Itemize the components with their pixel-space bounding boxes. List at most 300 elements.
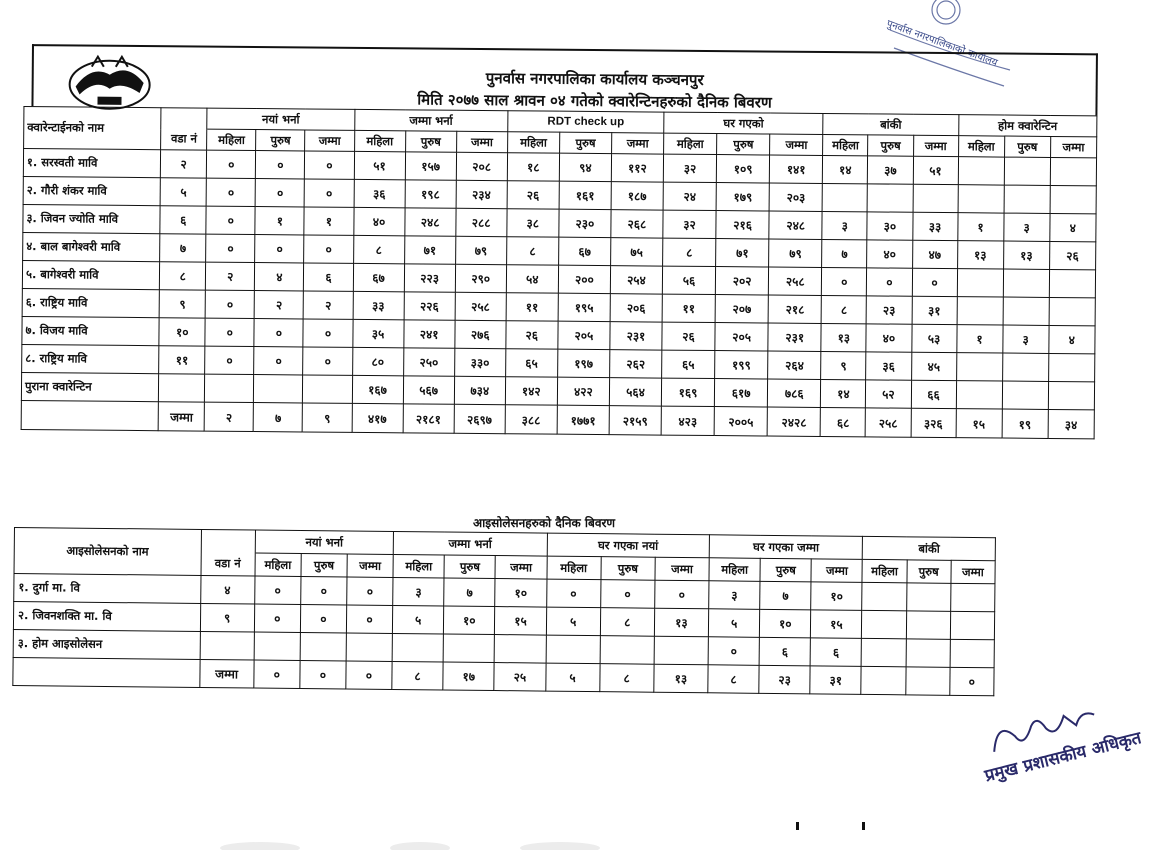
data-cell: ७९	[769, 239, 822, 267]
ward-number: ५	[160, 178, 206, 206]
data-cell: ३३	[353, 291, 404, 319]
quarantine-sub-header: पुरुष	[1004, 136, 1050, 157]
data-cell: ०	[347, 577, 393, 605]
isolation-sub-header: जम्मा	[495, 556, 546, 580]
total-cell: ८	[392, 661, 443, 690]
data-cell: ०	[305, 151, 354, 179]
data-cell	[205, 374, 254, 402]
data-cell	[303, 375, 352, 403]
isolation-title: आइसोलेसनहरुको दैनिक बिवरण	[473, 516, 616, 530]
data-cell	[1050, 185, 1097, 213]
quarantine-ward-header: वडा नं	[161, 129, 207, 150]
data-cell: ०	[304, 235, 353, 263]
data-cell: ०	[256, 151, 305, 179]
quarantine-sub-header: पुरुष	[868, 135, 913, 156]
data-cell	[906, 583, 950, 611]
data-cell	[950, 583, 995, 611]
total-cell: ३२६	[911, 408, 956, 437]
data-cell	[1050, 157, 1097, 185]
data-cell: २५८	[455, 292, 506, 320]
ward-number: ९	[200, 603, 254, 632]
data-cell	[958, 185, 1004, 213]
quarantine-sub-header: जम्मा	[612, 133, 664, 154]
data-cell: ७३४	[454, 376, 505, 404]
data-cell: ११२	[611, 154, 663, 182]
data-cell: ७९	[455, 236, 506, 264]
data-cell: १६१	[559, 181, 611, 209]
data-cell	[346, 633, 392, 661]
data-cell: ४५	[911, 352, 956, 380]
quarantine-sub-header: पुरुष	[717, 134, 770, 155]
iso-group-new-admission: नयां भर्ना	[255, 530, 394, 554]
total-cell: ४२३	[661, 406, 714, 435]
data-cell: ७१	[404, 236, 455, 264]
iso-group-went-home-total: घर गएका जम्मा	[709, 535, 863, 560]
data-cell: ७८६	[768, 379, 821, 407]
data-cell: २८८	[456, 208, 507, 236]
total-cell: ०	[949, 667, 994, 695]
data-cell: १७९	[716, 183, 769, 211]
row-name: ३. होम आइसोलेसन	[13, 629, 200, 659]
data-cell: ६१७	[715, 379, 768, 407]
data-cell: २५८	[769, 267, 822, 295]
data-cell: ४	[255, 263, 304, 291]
total-cell: १५	[956, 409, 1002, 438]
data-cell	[546, 635, 600, 664]
quarantine-sub-header: जम्मा	[456, 131, 507, 152]
data-cell	[1049, 269, 1096, 297]
data-cell: ५१	[913, 156, 958, 184]
ward-number: ९	[159, 290, 205, 318]
data-cell: ०	[867, 268, 912, 296]
total-cell: २३	[759, 665, 810, 694]
quarantine-sub-header: महिला	[958, 136, 1004, 157]
data-cell: ५६	[662, 266, 715, 294]
data-cell: ४	[1049, 325, 1096, 353]
isolation-sub-header: पुरुष	[760, 558, 811, 582]
data-cell	[862, 582, 906, 610]
iso-group-went-home-new: घर गएका नयां	[547, 533, 710, 558]
data-cell: ५६४	[609, 378, 661, 406]
isolation-sub-header: जम्मा	[951, 560, 996, 583]
data-cell: ५	[546, 607, 600, 636]
data-cell: ९४	[559, 153, 611, 181]
quarantine-sub-header: जम्मा	[913, 135, 958, 156]
data-cell: ७१	[716, 239, 769, 267]
ward-number	[159, 374, 205, 402]
data-cell: ४०	[866, 324, 911, 352]
data-cell: २३१	[610, 322, 662, 350]
total-cell: ८	[708, 665, 759, 694]
isolation-sub-header: महिला	[862, 559, 906, 582]
data-cell: २	[255, 291, 304, 319]
total-cell: ३१	[810, 666, 861, 695]
quarantine-sub-header: जम्मा	[1050, 136, 1096, 157]
data-cell	[950, 639, 995, 667]
data-cell: १	[304, 207, 353, 235]
data-cell	[392, 633, 443, 662]
data-cell: ३६	[354, 179, 405, 207]
isolation-sub-header: पुरुष	[601, 557, 655, 581]
data-cell: ३५	[352, 319, 403, 347]
total-cell: ८	[599, 664, 653, 693]
data-cell	[862, 610, 906, 638]
data-cell	[1002, 353, 1048, 381]
isolation-sub-header: पुरुष	[444, 555, 495, 579]
row-name: पुराना क्वारेन्टिन	[21, 372, 158, 401]
data-cell: १	[956, 325, 1002, 353]
ward-number: ६	[160, 206, 206, 234]
data-cell: ०	[205, 346, 254, 374]
quarantine-sub-header: महिला	[354, 130, 405, 151]
data-cell: ५	[708, 609, 759, 638]
group-remaining: बांकी	[823, 113, 958, 135]
data-cell: ४२२	[557, 377, 609, 405]
data-cell: १९५	[558, 293, 610, 321]
total-cell: ३४	[1048, 409, 1095, 438]
row-name: २. गौरी शंकर मावि	[23, 176, 160, 205]
data-cell: ६७	[558, 237, 610, 265]
data-cell: २३०	[559, 209, 611, 237]
data-cell	[443, 634, 494, 663]
data-cell: २४८	[769, 211, 822, 239]
row-name: ३. जिवन ज्योति मावि	[23, 204, 160, 233]
iso-group-total-admission: जम्मा भर्ना	[393, 531, 547, 556]
data-cell	[494, 635, 545, 664]
data-cell: ६	[759, 637, 810, 666]
data-cell: ०	[301, 577, 347, 605]
data-cell: २६	[507, 181, 559, 209]
data-cell	[1002, 381, 1048, 409]
data-cell: ०	[600, 580, 654, 609]
isolation-sub-header: महिला	[255, 553, 301, 576]
isolation-sub-header: महिला	[709, 558, 760, 582]
data-cell: १०	[495, 579, 546, 608]
data-cell: १४२	[505, 377, 557, 405]
ward-number: १०	[159, 318, 205, 346]
iso-group-remaining: बांकी	[863, 536, 996, 560]
row-name: ६. राष्ट्रिय मावि	[22, 288, 159, 317]
data-cell: ९	[821, 351, 866, 379]
data-cell: २०६	[610, 294, 662, 322]
total-cell	[905, 667, 949, 695]
data-cell: ०	[655, 580, 709, 609]
quarantine-sub-header: महिला	[664, 133, 717, 154]
row-name: ५. बागेश्वरी मावि	[22, 260, 159, 289]
data-cell	[957, 297, 1003, 325]
data-cell: १५७	[405, 152, 456, 180]
data-cell: १	[957, 213, 1003, 241]
quarantine-report	[20, 44, 1089, 455]
data-cell	[1048, 353, 1095, 381]
data-cell: ८	[821, 295, 866, 323]
data-cell: २३	[867, 296, 912, 324]
data-cell	[867, 184, 912, 212]
data-cell: २५०	[403, 348, 454, 376]
total-cell: २४२८	[767, 407, 820, 436]
data-cell: २	[304, 291, 353, 319]
total-cell	[861, 666, 905, 694]
data-cell: १९७	[558, 349, 610, 377]
isolation-ward-header: वडा नं	[201, 552, 255, 576]
data-cell: ०	[346, 605, 392, 633]
row-name: ७. विजय मावि	[22, 316, 159, 345]
data-cell: ०	[207, 150, 256, 178]
data-cell	[1048, 381, 1095, 409]
group-new-admission: नयां भर्ना	[207, 108, 354, 130]
stamp-text: पुनर्वास नगरपालिकाको कार्यालय	[884, 18, 999, 69]
data-cell: ३३०	[454, 348, 505, 376]
data-cell	[956, 353, 1002, 381]
data-cell	[862, 638, 906, 666]
isolation-name-header: आइसोलेसनको नाम	[14, 528, 201, 576]
data-cell: ४७	[912, 240, 957, 268]
data-cell: २६८	[611, 210, 663, 238]
data-cell	[254, 375, 303, 403]
total-cell: ०	[300, 661, 346, 689]
data-cell: २४	[663, 182, 716, 210]
total-cell: १७७१	[557, 405, 609, 434]
ward-number: ४	[200, 575, 254, 604]
isolation-sub-header: जम्मा	[655, 557, 709, 581]
data-cell: ०	[254, 604, 300, 632]
isolation-sub-header: जम्मा	[347, 554, 393, 577]
data-cell: ०	[205, 318, 254, 346]
data-cell	[1003, 269, 1049, 297]
data-cell: ०	[255, 235, 304, 263]
data-cell: १९८	[405, 180, 456, 208]
data-cell: १४	[821, 379, 866, 407]
group-went-home: घर गएको	[664, 112, 823, 134]
data-cell: १८	[507, 153, 559, 181]
group-home-quarantine: होम क्वारेन्टिन	[958, 115, 1097, 137]
data-cell: ४	[1050, 213, 1097, 241]
data-cell: २३१	[768, 323, 821, 351]
data-cell: ८	[353, 235, 404, 263]
quarantine-sub-header: महिला	[823, 134, 868, 155]
ward-number: ८	[160, 262, 206, 290]
data-cell: ४०	[867, 240, 912, 268]
data-cell: ६	[810, 638, 861, 667]
data-cell: ३३	[912, 212, 957, 240]
data-cell: २१६	[716, 211, 769, 239]
total-blank	[21, 400, 158, 430]
data-cell: २६४	[768, 351, 821, 379]
group-total-admission: जम्मा भर्ना	[354, 109, 507, 131]
total-cell: २१५९	[609, 406, 661, 435]
data-cell: ०	[303, 347, 352, 375]
data-cell: ३	[393, 577, 444, 606]
ward-number	[200, 631, 254, 660]
data-cell: ८	[663, 238, 716, 266]
data-cell	[913, 184, 958, 212]
data-cell: ७	[822, 239, 867, 267]
total-label: जम्मा	[158, 402, 204, 431]
data-cell: २४१	[403, 320, 454, 348]
data-cell: ७५	[611, 238, 663, 266]
data-cell	[956, 381, 1002, 409]
total-cell: ३८८	[505, 405, 557, 434]
data-cell: २०५	[715, 323, 768, 351]
data-cell	[950, 611, 995, 639]
total-cell: २६९७	[454, 404, 505, 433]
isolation-sub-header: पुरुष	[907, 560, 951, 583]
total-label: जम्मा	[199, 659, 253, 688]
data-cell: १३	[821, 323, 866, 351]
data-cell: २७६	[455, 320, 506, 348]
data-cell: २०५	[558, 321, 610, 349]
row-name: ४. बाल बागेश्वरी मावि	[23, 232, 160, 261]
data-cell: २९०	[455, 264, 506, 292]
data-cell: ३७	[868, 156, 913, 184]
data-cell: २०८	[456, 152, 507, 180]
quarantine-sub-header: पुरुष	[256, 130, 305, 151]
data-cell	[600, 636, 654, 665]
data-cell: १४	[823, 155, 868, 183]
data-cell: १०९	[716, 155, 769, 183]
quarantine-sub-header: महिला	[507, 132, 559, 153]
data-cell: २००	[558, 265, 610, 293]
report-title: मिति २०७७ साल श्रावन ०४ गतेको क्वारेन्टिनहरुको दैनिक बिवरण	[417, 90, 772, 112]
data-cell: ६५	[505, 349, 557, 377]
data-cell: १३	[1003, 241, 1049, 269]
data-cell: १४१	[770, 155, 823, 183]
isolation-sub-header: महिला	[393, 554, 444, 578]
isolation-sub-header: पुरुष	[301, 554, 347, 577]
data-cell: २६२	[610, 350, 662, 378]
data-cell: ११	[506, 293, 558, 321]
data-cell: ६७	[353, 263, 404, 291]
data-cell	[1003, 297, 1049, 325]
data-cell: १	[255, 207, 304, 235]
data-cell: ०	[206, 206, 255, 234]
data-cell	[957, 269, 1003, 297]
total-cell: ५	[545, 663, 599, 692]
data-cell	[1049, 297, 1096, 325]
data-cell: ३	[822, 211, 867, 239]
total-cell: १३	[654, 664, 708, 693]
data-cell	[1004, 185, 1050, 213]
ward-number: ११	[159, 346, 205, 374]
data-cell: ०	[305, 179, 354, 207]
data-cell: ०	[255, 179, 304, 207]
data-cell: २०३	[769, 183, 822, 211]
quarantine-name-header: क्वारेन्टाईनको नाम	[24, 107, 162, 150]
group-rdt-checkup: RDT check up	[508, 111, 664, 133]
isolation-sub-header: जम्मा	[811, 559, 862, 583]
data-cell: २०२	[715, 267, 768, 295]
data-cell: २५४	[610, 266, 662, 294]
data-cell: ३	[1002, 325, 1048, 353]
data-cell: ५३	[911, 324, 956, 352]
row-name: २. जिवनशक्ति मा. वि	[13, 602, 200, 632]
data-cell: ३१	[912, 296, 957, 324]
data-cell: १३	[957, 241, 1003, 269]
data-cell	[1004, 157, 1050, 185]
data-cell: ३०	[867, 212, 912, 240]
data-cell: ०	[303, 319, 352, 347]
data-cell	[906, 639, 950, 667]
quarantine-sub-header: जम्मा	[770, 134, 823, 155]
data-cell: ०	[546, 579, 600, 608]
data-cell: १०	[444, 606, 495, 635]
data-cell: ६५	[662, 350, 715, 378]
signatory-title: प्रमुख प्रशासकीय अधिकृत	[982, 728, 1144, 787]
ward-number: २	[161, 150, 207, 178]
data-cell: १५	[811, 610, 862, 639]
data-cell: २४८	[404, 208, 455, 236]
data-cell: २६	[506, 321, 558, 349]
total-cell: ४१७	[352, 403, 403, 432]
total-cell: १७	[443, 662, 494, 691]
data-cell	[906, 611, 950, 639]
report-header	[31, 44, 1098, 115]
data-cell: १०	[811, 582, 862, 611]
data-cell	[958, 157, 1004, 185]
data-cell: १९९	[715, 351, 768, 379]
isolation-table	[12, 527, 996, 696]
total-cell: २१८१	[403, 404, 454, 433]
data-cell: ८	[600, 608, 654, 637]
data-cell	[300, 633, 346, 661]
isolation-sub-header: महिला	[547, 556, 601, 580]
data-cell	[822, 183, 867, 211]
data-cell: ०	[206, 234, 255, 262]
data-cell: १६७	[352, 375, 403, 403]
data-cell: ६	[304, 263, 353, 291]
data-cell: २६	[1049, 241, 1096, 269]
data-cell: ३६	[866, 352, 911, 380]
data-cell: ११	[662, 294, 715, 322]
total-cell: ०	[346, 661, 392, 689]
data-cell: ०	[254, 347, 303, 375]
quarantine-table	[21, 106, 1098, 439]
data-cell: ६६	[911, 380, 956, 408]
data-cell: ४०	[353, 207, 404, 235]
quarantine-sub-header: पुरुष	[559, 132, 611, 153]
data-cell: ३	[1003, 213, 1049, 241]
data-cell: ३८	[507, 209, 559, 237]
data-cell: ०	[205, 290, 254, 318]
data-cell: ३२	[663, 210, 716, 238]
data-cell	[654, 636, 708, 665]
data-cell: ५१	[354, 151, 405, 179]
data-cell: ०	[822, 267, 867, 295]
data-cell: ०	[254, 319, 303, 347]
total-blank	[13, 657, 200, 687]
quarantine-sub-header: पुरुष	[405, 131, 456, 152]
total-cell: ९	[303, 403, 352, 432]
total-cell: २५८	[866, 408, 911, 437]
data-cell: ८	[506, 237, 558, 265]
data-cell: ८०	[352, 347, 403, 375]
data-cell: ०	[708, 637, 759, 666]
data-cell: ०	[912, 268, 957, 296]
total-cell: २५	[494, 663, 545, 692]
row-name: १. दुर्गा मा. वि	[14, 574, 201, 604]
data-cell: २१८	[768, 295, 821, 323]
total-cell: ७	[254, 403, 303, 432]
data-cell: ५	[392, 605, 443, 634]
data-cell: ०	[300, 605, 346, 633]
office-name: पुनर्वास नगरपालिका कार्यालय कञ्चनपुर	[485, 69, 704, 89]
data-cell: १६९	[661, 378, 714, 406]
data-cell: २०७	[715, 295, 768, 323]
total-cell: ०	[254, 660, 300, 688]
total-cell: २००५	[714, 407, 767, 436]
data-cell: १८७	[611, 182, 663, 210]
data-cell: ३	[709, 581, 760, 610]
